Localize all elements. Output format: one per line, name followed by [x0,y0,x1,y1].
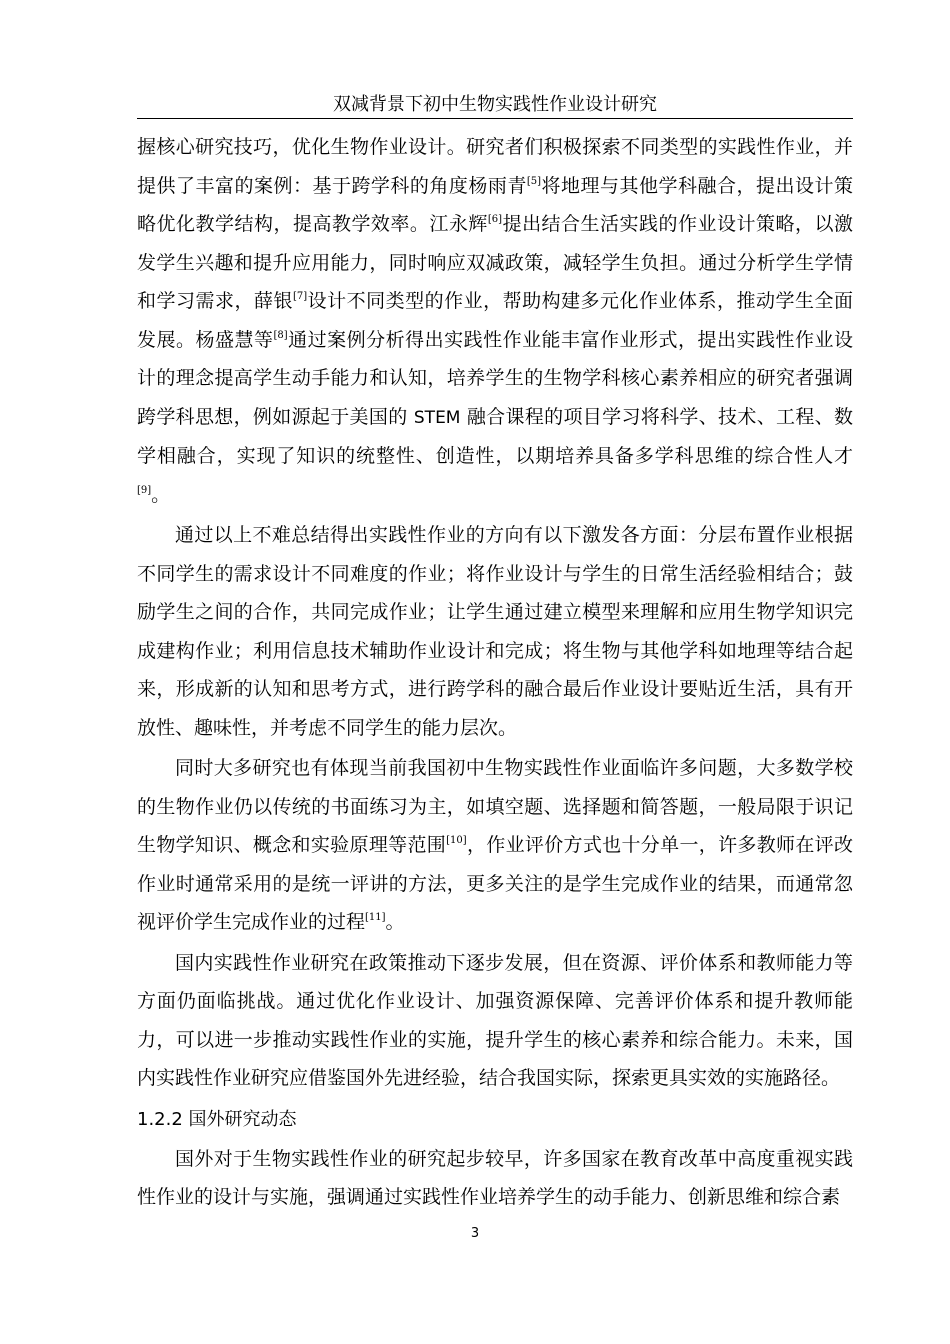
body-text [137,128,853,1219]
citation: [8] [273,329,288,341]
text-run: 设计不同类型的作业，帮助构建多元化作业体系，推动学生全面发展。杨盛慧等 [137,290,853,351]
text-run: ，作业评价方式也十分单一，许多教师在评改作业时通常采用的是统一评讲的方法，更多关注的是学生完成作业的结果，而通常忽视评价学生完成作业的过程 [137,834,853,933]
citation: [6] [487,214,503,225]
text-run: 提出结合生活实践的作业设计策略，以激发学生兴趣和提升应用能力，同时响应双减政策，减轻学生负担。通过分析学生学情和学习需求，薛银 [137,213,853,312]
header-rule [137,118,853,119]
paragraph-4: 国内实践性作业研究在政策推动下逐步发展，但在资源、评价体系和教师能力等方面仍面临挑战。通过优化作业设计、加强资源保障、完善评价体系和提升教师能力，可以进一步推动实践性作业的实施，提升学生的核心素养和综合能力。未来，国内实践性作业研究应借鉴国外先进经验，结合我国实际，探索更具实效的实施路径。 [137,951,853,1089]
paragraph-1 [137,128,853,514]
text-run: 握核心研究技巧，优化生物作业设计。研究者们积极探索不同类型的实践性作业，并提供了丰富的案例：基于跨学科的角度杨雨青 [137,136,853,197]
text-run: 将地理与其他学科融合，提出设计策略优化教学结构，提高教学效率。江永辉 [137,174,853,235]
text-run: 同时大多研究也有体现当前我国初中生物实践性作业面临许多问题，大多数学校的生物作业仍以传统的书面练习为主，如填空题、选择题和简答题，一般局限于识记生物学知识、概念和实验原理等范围 [137,757,853,856]
page-number: 3 [470,1226,480,1241]
text-run: 通过案例分析得出实践性作业能丰富作业形式，提出实践性作业设计的理念提高学生动手能力和认知，培养学生的生物学科核心素养相应的研究者强调跨学科思想，例如源起于美国的 [137,328,853,428]
citation: [11] [365,912,386,923]
citation: [7] [292,291,308,302]
text-run: 。 [151,483,171,506]
citation: [9] [137,484,152,496]
running-header: 双减背景下初中生物实践性作业设计研究 [333,94,657,115]
paragraph-5: 国外对于生物实践性作业的研究起步较早，许多国家在教育改革中高度重视实践性作业的设计与实施，强调通过实践性作业培养学生的动手能力、创新思维和综合素 [137,1147,853,1208]
paragraph-2: 通过以上不难总结得出实践性作业的方向有以下激发各方面：分层布置作业根据不同学生的需求设计不同难度的作业；将作业设计与学生的日常生活经验相结合；鼓励学生之间的合作，共同完成作业；让学生通过建立模型来理解和应用生物学知识完成建构作业；利用信息技术辅助作业设计和完成；将生物与其他学科如地理等结合起来，形成新的认知和思考方式，进行跨学科的融合最后作业设计要贴近生活，具有开放性、趣味性，并考虑不同学生的能力层次。 [137,524,853,739]
citation: [10] [446,835,467,846]
section-heading: 1.2.2 国外研究动态 [137,1108,297,1130]
text-run: 融合课程的项目学习将科学、技术、工程、数学相融合，实现了知识的统整性、创造性，以期培养具备多学科思维的综合性人才 [137,405,853,467]
citation: [5] [526,175,542,187]
term-stem: STEM [413,407,461,428]
paragraph-3 [137,749,853,942]
text-run: 。 [385,911,405,933]
